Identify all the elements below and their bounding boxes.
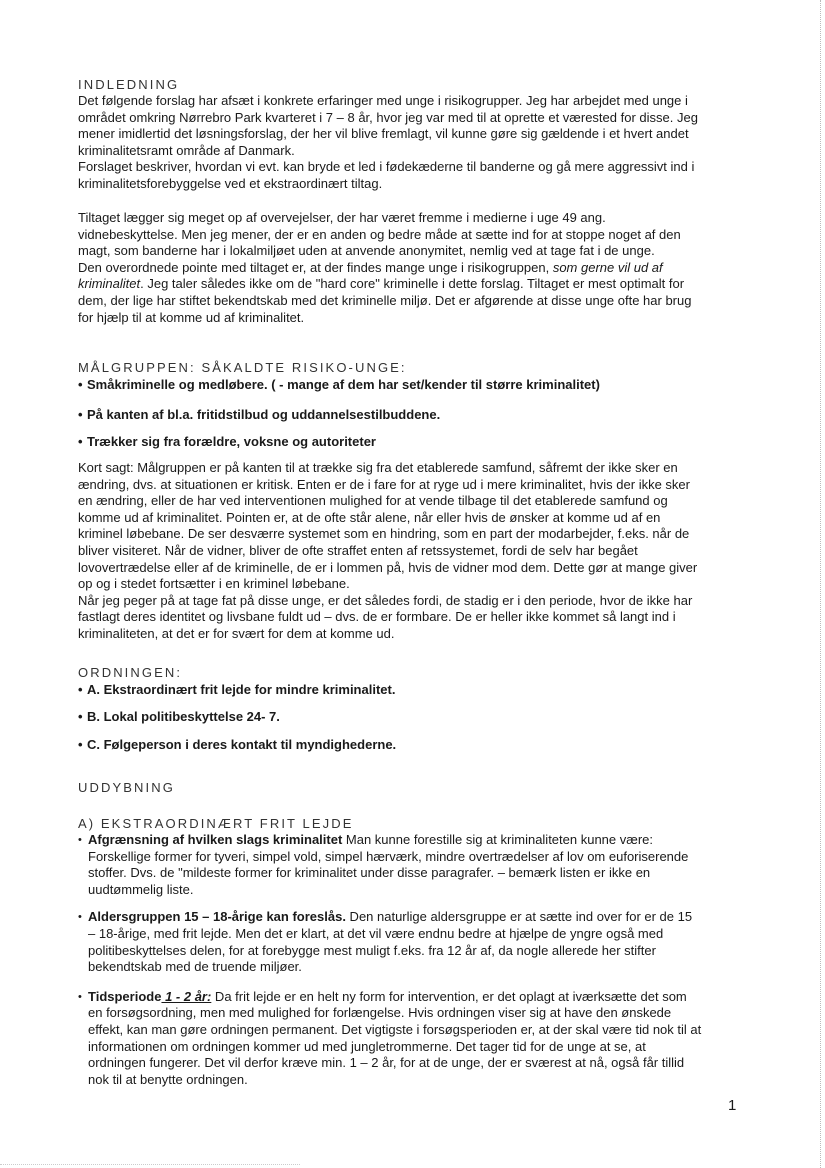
bullet-item: • På kanten af bl.a. fritidstilbud og uddannelsestilbuddene. bbox=[78, 406, 758, 423]
section-heading: UDDYBNING bbox=[78, 780, 175, 795]
text: Den overordnede pointe med tiltaget er, at der findes mange unge i risikogruppen, bbox=[78, 259, 553, 275]
elaboration-heading-block bbox=[78, 779, 758, 796]
detail-item bbox=[78, 989, 758, 1089]
section-heading: ORDNINGEN: bbox=[78, 665, 183, 680]
text-line: dem, der lige har stiftet bekendtskab med det kriminelle miljø. Det er afgørende at disse unge ofte har brug bbox=[78, 292, 692, 308]
text-line: politibeskyttelses delen, for at forebygge mest muligt f.eks. fra 12 år af, da nogle allerede her stifter bbox=[88, 942, 656, 958]
bullet-item: • A. Ekstraordinært frit lejde for mindre kriminalitet. bbox=[78, 681, 758, 698]
emphasis-text: kriminalitet bbox=[78, 276, 141, 292]
text: Den naturlige aldersgruppe er at sætte ind over for er de 15 bbox=[345, 909, 693, 925]
text-line: Forskellige former for tyveri, simpel vold, simpel hærværk, mindre overtrædelser af lov om euforiserende bbox=[88, 848, 689, 864]
bullet-item: • B. Lokal politibeskyttelse 24- 7. bbox=[78, 708, 758, 725]
text-line: Kort sagt: Målgruppen er på kanten til at trække sig fra det etablerede samfund, såfremt der ikke sker en bbox=[78, 460, 678, 475]
detail-item bbox=[78, 909, 758, 975]
text-line: kriminaliteten, at det er for svært for dem at komme ud. bbox=[78, 625, 395, 641]
text-line: Tiltaget lægger sig meget op af overvejelser, der har været fremme i medierne i uge 49 ang. bbox=[78, 210, 606, 225]
text-line: bliver visiteret. Når de vidner, bliver de ofte straffet enten af retssystemet, fordi de selv har begået bbox=[78, 542, 638, 558]
text-line bbox=[88, 989, 758, 1006]
emphasis-text: som gerne vil ud af bbox=[552, 259, 663, 275]
bullet-item: • C. Følgeperson i deres kontakt til myndighederne. bbox=[78, 736, 758, 753]
text-line: informationen om ordningen kommer ud med jungletrommerne. Det tager tid for de unge at se, at bbox=[88, 1038, 646, 1054]
text-line: en forsøgsordning, men med mulighed for forlængelse. Hvis ordningen viser sig at have den ønskede bbox=[88, 1005, 672, 1021]
intro-section bbox=[78, 76, 758, 193]
text-line: for hjælp til at komme ud af kriminalitet. bbox=[78, 309, 305, 325]
text-line: nok til at benytte ordningen. bbox=[88, 1071, 248, 1087]
bullet-item: • Småkriminelle og medløbere. ( - mange af dem har set/kender til større kriminalitet) bbox=[78, 376, 758, 393]
scheme-section bbox=[78, 664, 758, 753]
text-line: kriminalitetsramt område af Danmark. bbox=[78, 142, 295, 158]
item-lead: Aldersgruppen 15 – 18-årige kan foreslås. bbox=[88, 909, 346, 925]
item-lead: Afgrænsning af hvilken slags kriminalitet bbox=[88, 832, 343, 847]
bullet-item: • Trækker sig fra forældre, voksne og autoriteter bbox=[78, 433, 758, 450]
section-heading: MÅLGRUPPEN: SÅKALDTE RISIKO-UNGE: bbox=[78, 360, 407, 375]
text-line bbox=[88, 832, 758, 849]
text-line: fastlagt deres identitet og livsbane fuldt ud – dvs. de er formbare. De er heller ikke kommet så langt ind i bbox=[78, 609, 676, 625]
item-lead-period: 1 - 2 år: bbox=[161, 988, 212, 1004]
text-line: ordningen fungerer. Det vil derfor kræve min. 1 – 2 år, for at de unge, der er sværest at nå, også får tillid bbox=[88, 1055, 685, 1071]
text-line: Når jeg peger på at tage fat på disse unge, er det således fordi, de stadig er i den periode, hvor de ikke har bbox=[78, 592, 693, 608]
text-line: en ændring, eller de har ved interventionen mulighed for at vende tilbage til det etablerede samfund og bbox=[78, 493, 668, 509]
text-line bbox=[88, 909, 758, 926]
text-line: – 18-årige, med frit lejde. Men det er klart, at det vil være endnu bedre at hjælpe de yngre også med bbox=[88, 925, 664, 941]
page-number: 1 bbox=[728, 1097, 737, 1114]
text-line: bekendtskab med de truende miljøer. bbox=[88, 959, 302, 975]
text-line: lovovertrædelse eller af de kriminelle, de er i lommen på, hvis de vidner mod dem. Dette gør at mange giver bbox=[78, 559, 698, 575]
text-line bbox=[78, 260, 758, 277]
intro-paragraph-1 bbox=[78, 93, 758, 193]
text-line: effekt, kan man gøre ordningen permanent. Det vigtigste i forsøgsperioden er, at der skal være tid nok til at bbox=[88, 1021, 702, 1037]
section-heading: INDLEDNING bbox=[78, 77, 180, 92]
text-line: stoffer. Dvs. de "mildeste former for kriminalitet under disse paragrafer. – bemærk listen er ikke en bbox=[88, 865, 651, 881]
text-line: kriminalitetsforebyggelse ved et ekstraordinært tiltag. bbox=[78, 175, 383, 191]
text-line: komme ud af kriminalitet. Pointen er, at de ofte står alene, når eller hvis de ønsker at komme ud af en bbox=[78, 509, 661, 525]
target-paragraph bbox=[78, 460, 758, 643]
detail-item bbox=[78, 832, 758, 898]
text-line: mener imidlertid det løsningsforslag, der her vil blive fremlagt, vil kunne gøre sig gældende i et hvert andet bbox=[78, 126, 689, 142]
target-group-section bbox=[78, 359, 758, 450]
text-line: kriminel løbebane. De ser desværre systemet som en hindring, som en part der modarbejder, f.eks. når de bbox=[78, 526, 690, 542]
text-line bbox=[78, 276, 758, 293]
elaboration-section bbox=[78, 815, 758, 1088]
text-line: uudtømmelig liste. bbox=[88, 881, 194, 897]
intro-paragraph-2 bbox=[78, 210, 758, 326]
text: . Jeg taler således ikke om de "hard core" kriminelle i dette forslag. Tiltaget er mest optimalt for bbox=[140, 276, 685, 292]
text-line: vidnebeskyttelse. Men jeg mener, der er en anden og bedre måde at sætte ind for at stoppe noget af den bbox=[78, 226, 681, 242]
text-line: Det følgende forslag har afsæt i konkrete erfaringer med unge i risikogrupper. Jeg har arbejdet med unge i bbox=[78, 93, 688, 108]
text-line: magt, som banderne har i lokalmiljøet uden at anvende anonymitet, nemlig ved at tage fat i de unge. bbox=[78, 243, 655, 259]
text: Da frit lejde er en helt ny form for intervention, er det oplagt at iværksætte det som bbox=[211, 988, 687, 1004]
item-lead: Tidsperiode bbox=[88, 988, 162, 1004]
text-line: op og i stedet fortsætter i en kriminel løbebane. bbox=[78, 576, 350, 592]
scan-edge bbox=[820, 0, 821, 1168]
text-line: Forslaget beskriver, hvordan vi evt. kan bryde et led i fødekæderne til banderne og gå mere aggressivt ind i bbox=[78, 159, 695, 175]
text: Man kunne forestille sig at kriminaliteten kunne være: bbox=[342, 832, 653, 847]
text-line: ændring, dvs. at situationen er kritisk. Enten er de i fare for at ryge ud i mere kriminalitet, hvis der ikke sker bbox=[78, 476, 690, 492]
text-line: området omkring Nørrebro Park kvarteret i 7 – 8 år, hvor jeg var med til at oprette et værested for disse. Jeg bbox=[78, 109, 698, 125]
scan-bottom-edge bbox=[0, 1164, 300, 1165]
subsection-heading: A) EKSTRAORDINÆRT FRIT LEJDE bbox=[78, 816, 354, 831]
